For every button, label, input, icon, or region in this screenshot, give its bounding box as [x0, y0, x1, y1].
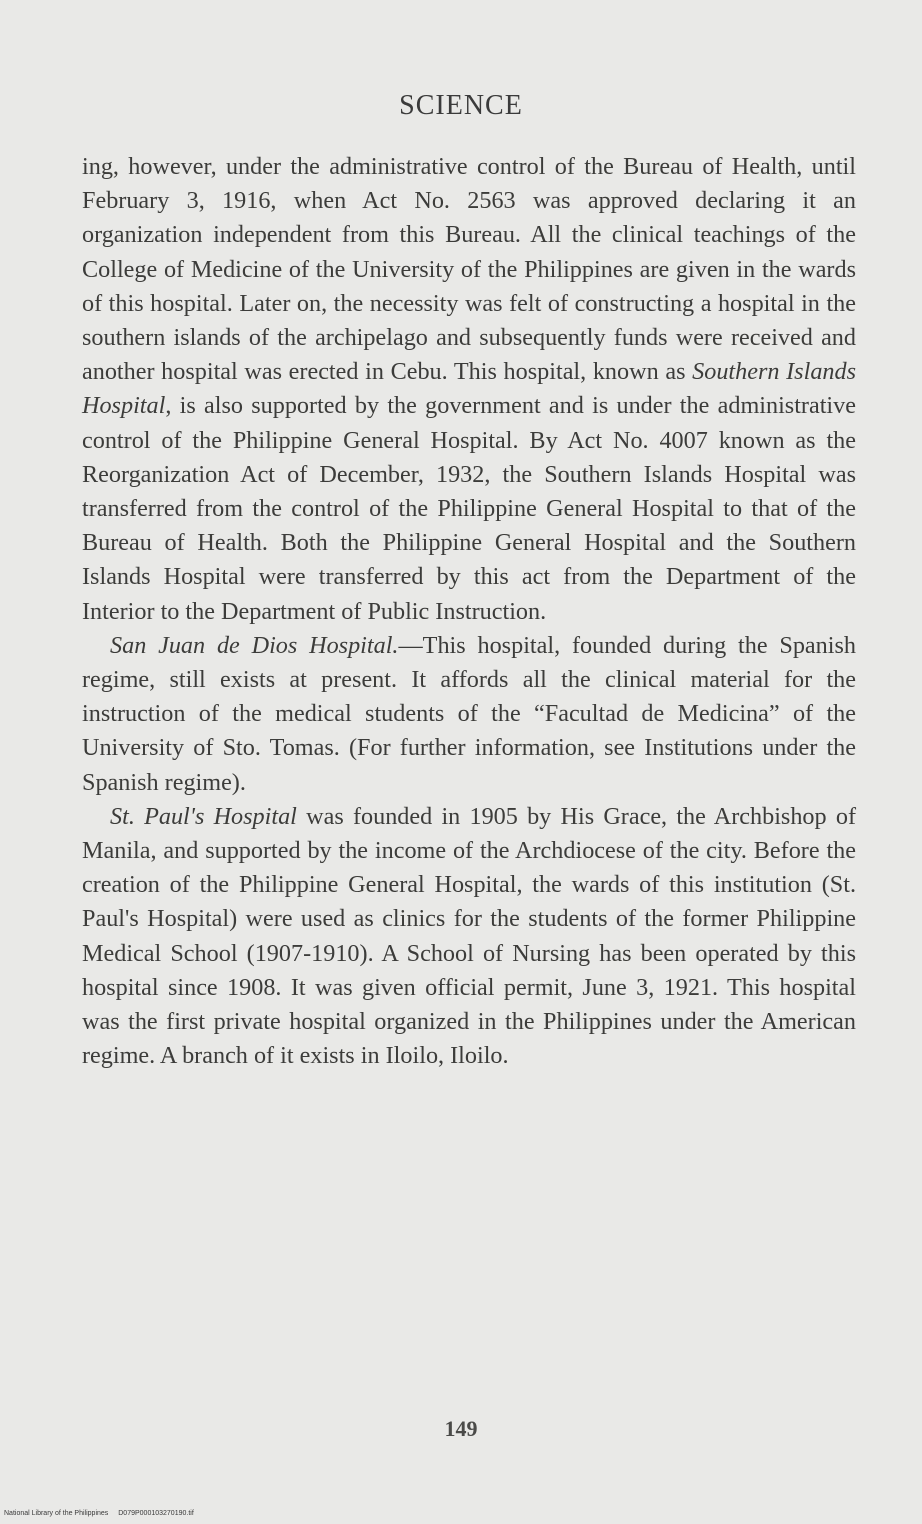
footer-file-id: D079P000103270190.tif	[118, 1510, 194, 1517]
footer-library: National Library of the Philippines	[4, 1510, 109, 1517]
hospital-name-italic: Southern Islands Hospital	[82, 358, 857, 420]
hospital-name-italic: St. Paul's Hospital	[110, 802, 297, 830]
paragraph-text: ing, however, under the administrative control of the Bureau of Health, until February 3, 1916, when Act No. 2563 was approved declaring it an organization independent from this Bureau. All the clinical teachings of the College of Medicine of the University of the Philippines are given in the wards of this hospital. Later on, the necessity was felt of constructing a hospital in the southern islands of the archipelago and subsequently funds were received and another hospital was erected in Cebu. This hospital, known as	[82, 153, 856, 386]
paragraph-text: was founded in 1905 by His Grace, the Archbishop of Manila, and supported by the income of the Archdiocese of the city. Before the creation of the Philippine General Hospital, the wards of this institution (St. Paul's Hospital) were used as clinics for the students of the former Philippine Medical School (1907-1910). A School of Nursing has been operated by this hospital since 1908. It was given official permit, June 3, 1921. This hospital was the first private hospital organized in the Philippines under the American regime. A branch of it exists in Iloilo, Iloilo.	[82, 802, 856, 1070]
document-body	[82, 150, 856, 1073]
page-title: SCIENCE	[399, 90, 523, 121]
paragraph-philippine-general-hospital	[82, 150, 856, 629]
paragraph-text-continued: , is also supported by the government and is under the administrative control of the Philippine General Hospital. By Act No. 4007 known as the Reorganization Act of December, 1932, the Southern Islands Hospital was transferred from the control of the Philippine General Hospital to that of the Bureau of Health. Both the Philippine General Hospital and the Southern Islands Hospital were transferred by this act from the Department of the Interior to the Department of Public Instruction.	[82, 392, 856, 625]
scan-footer	[4, 1510, 202, 1517]
paragraph-text: —This hospital, founded during the Spanish regime, still exists at present. It affords all the clinical material for the instruction of the medical students of the “Facultad de Medicina” of the University of Sto. Tomas. (For further information, see Institutions under the Spanish regime).	[82, 631, 856, 796]
paragraph-st-pauls-hospital	[82, 800, 856, 1074]
paragraph-san-juan-de-dios	[82, 629, 856, 800]
page-number: 149	[444, 1416, 478, 1441]
hospital-name-italic: San Juan de Dios Hospital.	[110, 631, 399, 659]
